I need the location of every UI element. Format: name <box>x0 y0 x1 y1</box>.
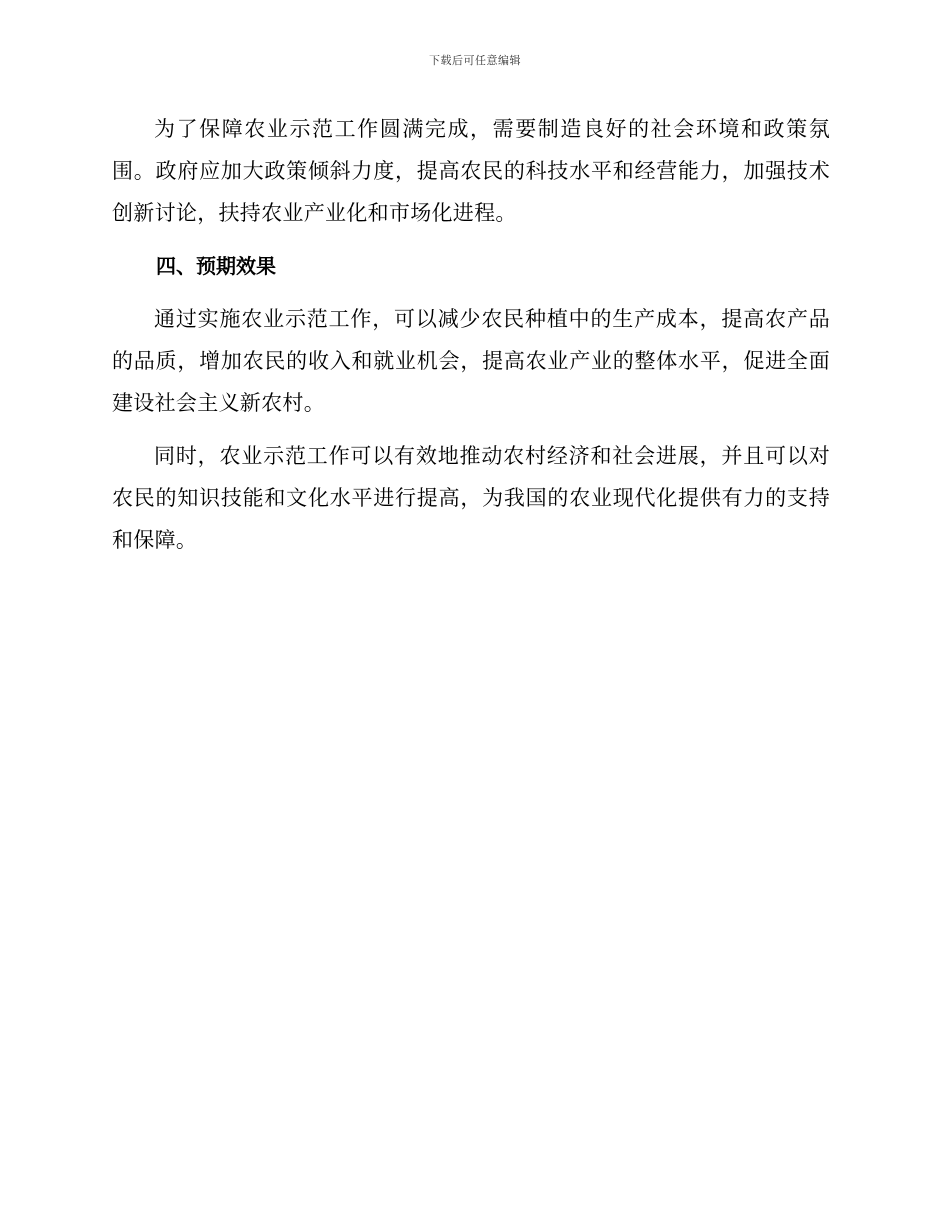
section-heading-expected-effects: 四、预期效果 <box>156 254 276 278</box>
paragraph-expected-effects: 通过实施农业示范工作，可以减少农民种植中的生产成本，提高农产品的品质，增加农民的收入和就业机会，提高农业产业的整体水平，促进全面建设社会主义新农村。 <box>112 307 830 415</box>
document-body <box>112 108 830 572</box>
paragraph-rural-development: 同时，农业示范工作可以有效地推动农村经济和社会进展，并且可以对农民的知识技能和文化水平进行提高，为我国的农业现代化提供有力的支持和保障。 <box>112 444 830 552</box>
page-header: 下载后可任意编辑 <box>429 54 521 67</box>
paragraph-policy-environment: 为了保障农业示范工作圆满完成，需要制造良好的社会环境和政策氛围。政府应加大政策倾斜力度，提高农民的科技水平和经营能力，加强技术创新讨论，扶持农业产业化和市场化进程。 <box>112 117 830 225</box>
